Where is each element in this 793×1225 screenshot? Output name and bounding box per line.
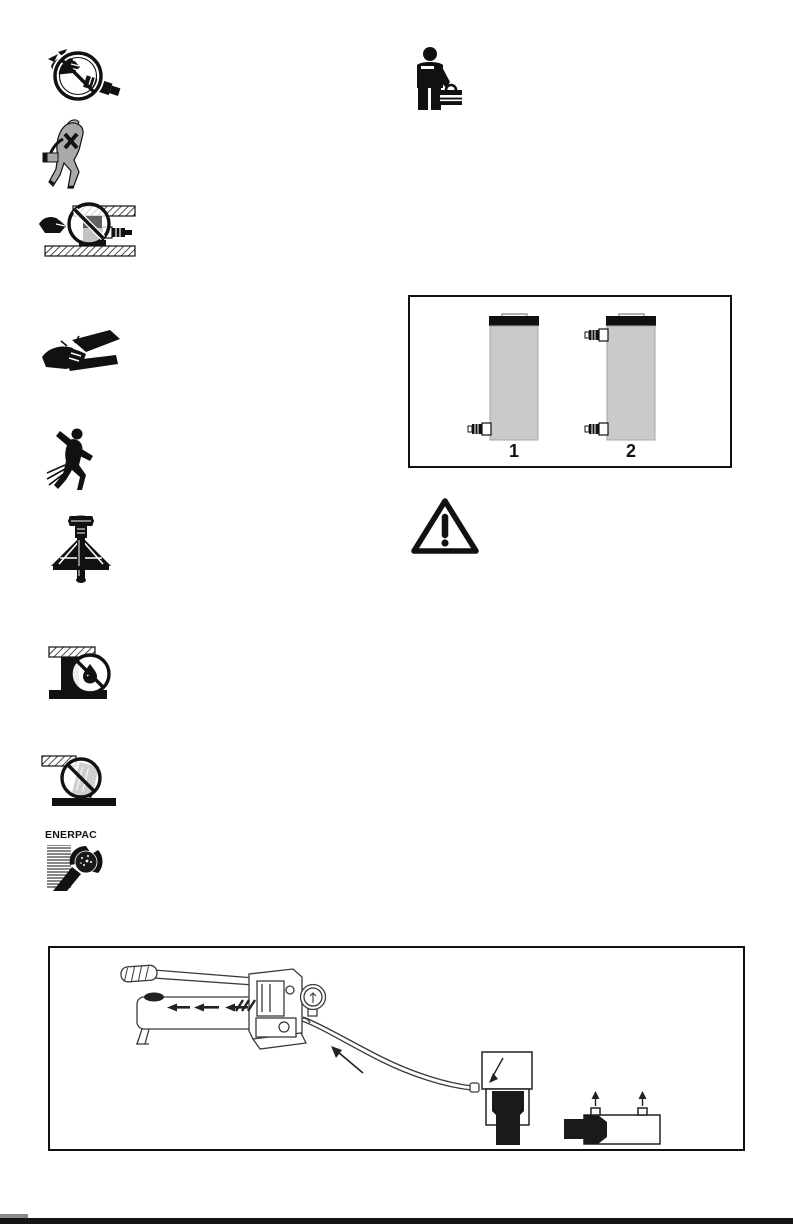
cylinder-types-figure: [408, 295, 732, 468]
pump-setup-figure: [48, 946, 745, 1151]
next-page-edge: [0, 1218, 793, 1224]
no-edge-point-loading-icon: [40, 752, 120, 810]
enerpac-logo-text: ENERPAC: [45, 829, 97, 841]
pump-setup-drawing: [50, 948, 743, 1149]
wrench-globe-icon: [45, 841, 107, 893]
service-technician-icon: [403, 46, 465, 112]
no-hand-on-pressurized-coupler-icon: [45, 48, 123, 104]
no-heat-or-flame-on-cylinder-icon: [45, 644, 119, 704]
oil-injection-hazard-icon: [45, 427, 103, 493]
warning-triangle-icon: [408, 495, 482, 557]
enerpac-service-logo: [45, 830, 115, 893]
off-center-load-tipping-icon: [48, 512, 114, 584]
no-disconnect-coupler-under-load-icon: [37, 198, 137, 260]
cylinder-1-label: 1: [508, 441, 519, 461]
cylinder-types-drawing: [410, 297, 730, 466]
cylinder-2-label: 2: [625, 441, 636, 461]
hand-crush-hazard-icon: [40, 330, 120, 384]
no-carry-cylinder-by-hose-icon: [42, 118, 104, 192]
